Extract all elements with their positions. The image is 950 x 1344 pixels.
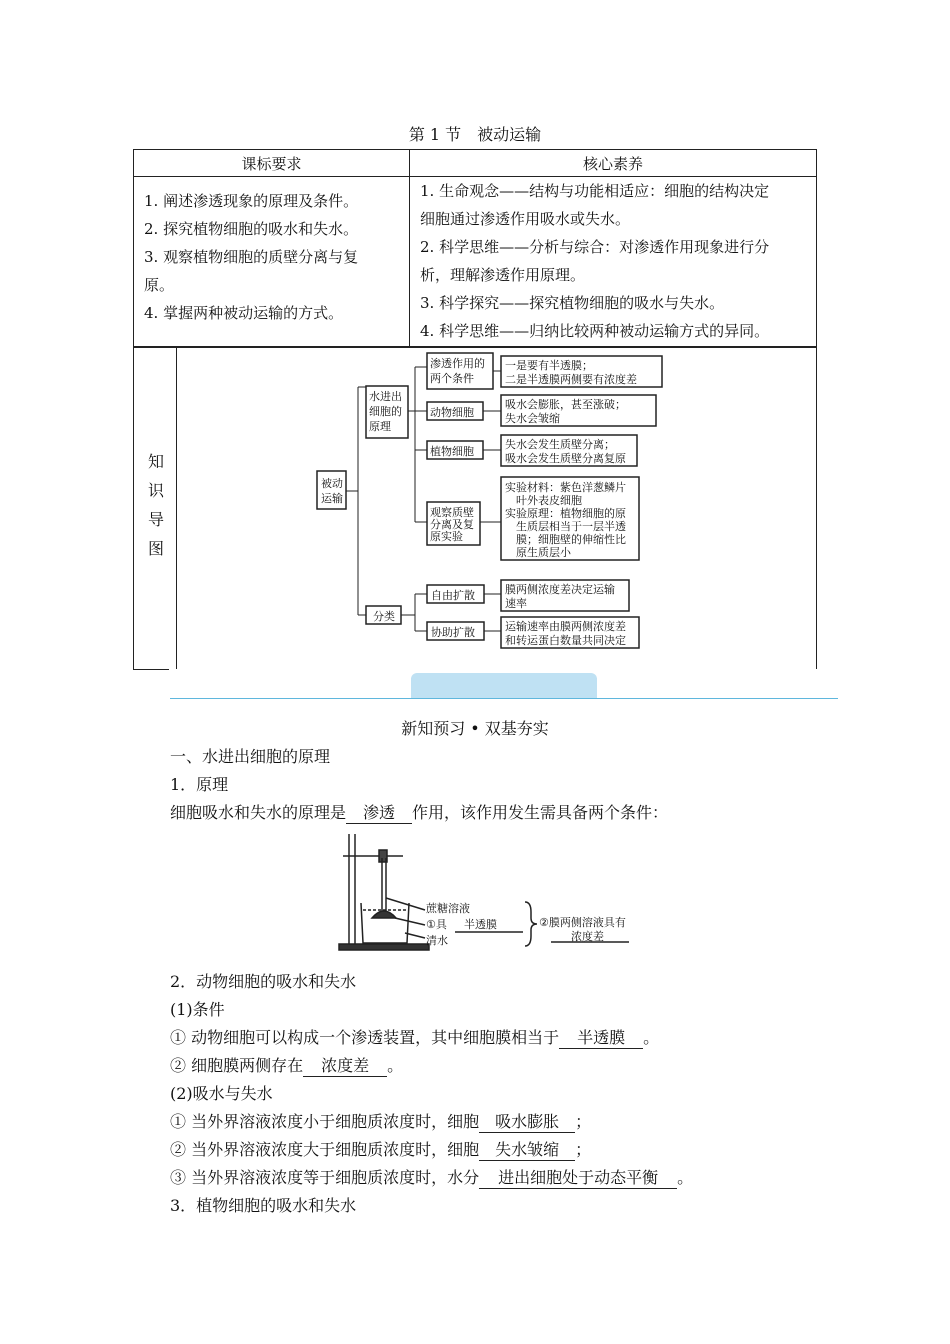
label-condition-1: ①具	[426, 918, 447, 931]
detail-free-diffusion: 膜两侧浓度差决定运输	[505, 583, 615, 596]
label-condition-2-answer: 浓度差	[571, 930, 604, 943]
label-condition-2: ②膜两侧溶液具有	[539, 916, 626, 929]
heading-2-2: (2)吸水与失水	[170, 1084, 273, 1103]
svg-text:叶外表皮细胞: 叶外表皮细胞	[516, 494, 582, 507]
requirement-line: 3. 观察植物细胞的质壁分离与复	[144, 248, 359, 266]
condition-2: ② 细胞膜两侧存在 浓度差 。	[170, 1053, 403, 1077]
col-header-requirements: 课标要求	[134, 150, 410, 177]
col-header-literacy: 核心素养	[410, 150, 817, 177]
svg-text:生质层相当于一层半透: 生质层相当于一层半透	[516, 520, 626, 533]
svg-text:膜；细胞壁的伸缩性比: 膜；细胞壁的伸缩性比	[516, 533, 626, 546]
blank-answer: 浓度差	[303, 1053, 387, 1077]
section-heading: 新知预习 • 双基夯实	[401, 719, 549, 738]
blank-answer: 进出细胞处于动态平衡	[479, 1165, 677, 1189]
label-sucrose-solution: 蔗糖溶液	[426, 902, 470, 915]
requirements-cell	[134, 177, 410, 348]
node-principle: 水进出	[369, 390, 402, 403]
detail-osmosis: 一是要有半透膜；	[505, 359, 593, 372]
water-case-2: ② 当外界溶液浓度大于细胞质浓度时，细胞 失水皱缩 ；	[170, 1137, 591, 1161]
detail-facilitated: 运输速率由膜两侧浓度差	[505, 620, 626, 633]
svg-text:分离及复: 分离及复	[430, 518, 474, 531]
detail-experiment: 实验材料：紫色洋葱鳞片	[505, 481, 626, 494]
section-divider	[170, 698, 838, 699]
section-tab-decoration	[411, 673, 597, 698]
blank-answer: 渗透	[346, 800, 412, 824]
literacy-cell	[410, 177, 817, 348]
literacy-line: 细胞通过渗透作用吸水或失水。	[420, 210, 631, 228]
node-classify: 分类	[373, 610, 395, 623]
requirement-line: 2. 探究植物细胞的吸水和失水。	[144, 220, 359, 238]
literacy-line: 析，理解渗透作用原理。	[420, 266, 586, 284]
literacy-line: 4. 科学思维——归纳比较两种被动运输方式的异同。	[420, 322, 770, 340]
detail-animal: 吸水会膨胀，甚至涨破；	[505, 398, 626, 411]
condition-1: ① 动物细胞可以构成一个渗透装置，其中细胞膜相当于 半透膜 。	[170, 1025, 659, 1049]
svg-text:二是半透膜两侧要有浓度差: 二是半透膜两侧要有浓度差	[505, 373, 637, 386]
node-root: 被动	[321, 477, 343, 490]
heading-1: 一、水进出细胞的原理	[170, 747, 331, 766]
blank-answer: 半透膜	[559, 1025, 643, 1049]
node-experiment: 观察质壁	[430, 506, 474, 519]
requirement-line: 4. 掌握两种被动运输的方式。	[144, 304, 344, 322]
heading-3: 3．植物细胞的吸水和失水	[170, 1196, 357, 1215]
blank-answer: 失水皱缩	[479, 1137, 575, 1161]
label-water: 清水	[426, 934, 448, 947]
node-osmosis-conditions: 渗透作用的	[430, 357, 485, 370]
label-condition-1-answer: 半透膜	[464, 918, 497, 931]
osmosis-apparatus-figure	[335, 828, 645, 958]
svg-text:和转运蛋白数量共同决定: 和转运蛋白数量共同决定	[505, 634, 626, 647]
water-case-3: ③ 当外界溶液浓度等于细胞质浓度时，水分 进出细胞处于动态平衡 。	[170, 1165, 693, 1189]
svg-text:原生质层小: 原生质层小	[516, 546, 571, 559]
heading-2: 2．动物细胞的吸水和失水	[170, 972, 357, 991]
svg-text:两个条件: 两个条件	[430, 372, 474, 385]
node-free-diffusion: 自由扩散	[431, 589, 475, 602]
detail-plant: 失水会发生质壁分离；	[505, 438, 615, 451]
principle-paragraph: 细胞吸水和失水的原理是 渗透 作用，该作用发生需具备两个条件：	[170, 800, 668, 824]
knowledge-map-area	[133, 346, 817, 669]
literacy-line: 1. 生命观念——结构与功能相适应：细胞的结构决定	[420, 182, 770, 200]
literacy-line: 3. 科学探究——探究植物细胞的吸水与失水。	[420, 294, 725, 312]
svg-text:细胞的: 细胞的	[369, 405, 402, 418]
node-animal-cell: 动物细胞	[430, 406, 474, 419]
knowledge-map-label: 知 识 导 图	[147, 452, 164, 558]
heading-2-1: (1)条件	[170, 1000, 225, 1019]
node-plant-cell: 植物细胞	[430, 445, 474, 458]
svg-text:失水会皱缩: 失水会皱缩	[505, 412, 560, 425]
svg-text:实验原理：植物细胞的原: 实验原理：植物细胞的原	[505, 507, 626, 520]
map-bottom-border	[133, 669, 169, 670]
concept-map	[133, 347, 817, 669]
water-case-1: ① 当外界溶液浓度小于细胞质浓度时，细胞 吸水膨胀 ；	[170, 1109, 591, 1133]
blank-answer: 吸水膨胀	[479, 1109, 575, 1133]
literacy-line: 2. 科学思维——分析与综合：对渗透作用现象进行分	[420, 238, 770, 256]
standards-table	[133, 149, 817, 348]
svg-text:速率: 速率	[505, 597, 527, 610]
requirement-line: 1. 阐述渗透现象的原理及条件。	[144, 192, 359, 210]
svg-text:原实验: 原实验	[430, 530, 463, 543]
svg-text:运输: 运输	[321, 492, 343, 505]
heading-1-1: 1．原理	[170, 775, 229, 794]
node-facilitated-diffusion: 协助扩散	[431, 626, 475, 639]
page-title: 第 1 节 被动运输	[408, 125, 542, 144]
svg-text:吸水会发生质壁分离复原: 吸水会发生质壁分离复原	[505, 452, 626, 465]
requirement-line: 原。	[144, 276, 175, 294]
svg-text:原理: 原理	[369, 420, 391, 433]
